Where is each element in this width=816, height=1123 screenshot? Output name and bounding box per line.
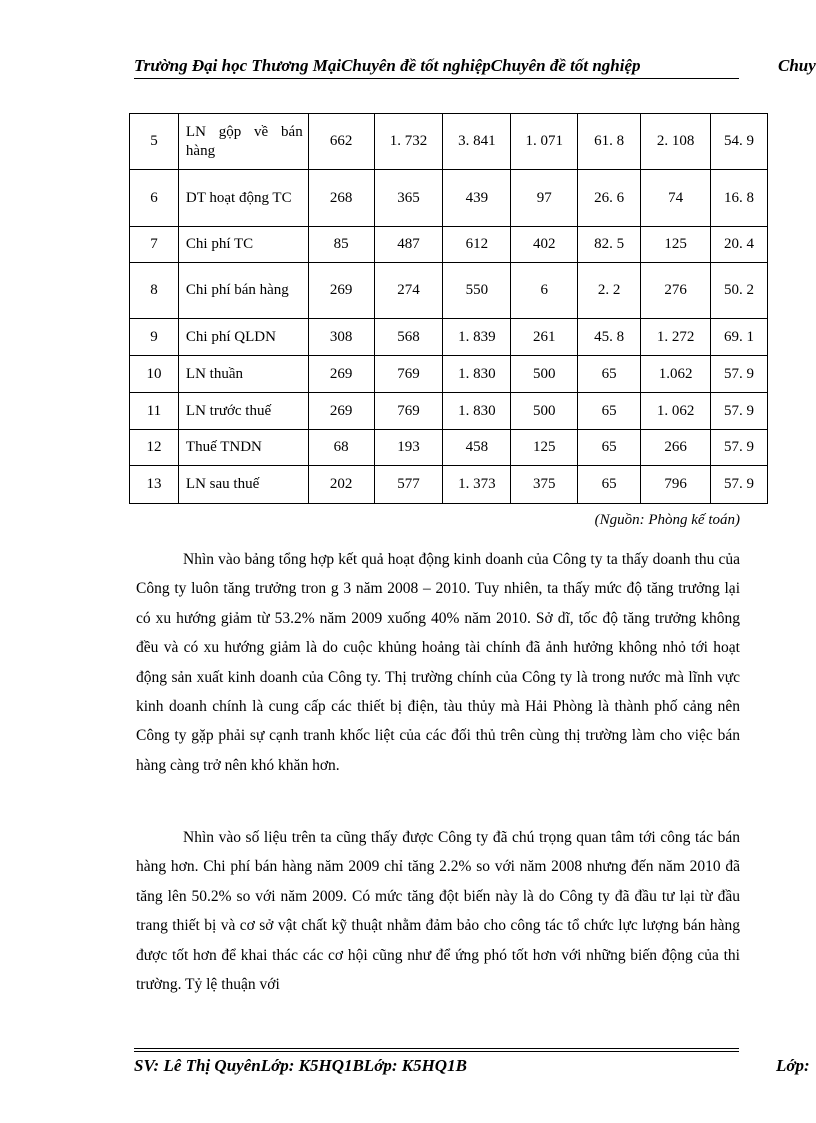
value-cell: 577: [374, 466, 443, 504]
value-cell: 1. 830: [443, 393, 511, 430]
table-row: [130, 227, 768, 263]
row-index-cell: 12: [130, 430, 179, 466]
value-cell: 193: [374, 430, 443, 466]
value-cell: 82. 5: [578, 227, 641, 263]
value-cell: 74: [641, 170, 711, 227]
value-cell: 125: [511, 430, 578, 466]
page-header: [134, 54, 816, 80]
paragraph-2: Nhìn vào số liệu trên ta cũng thấy được Công ty đã chú trọng quan tâm tới công tác bán hàng hơn. Chi phí bán hàng năm 2009 chỉ tăng 2.2% so với năm 2008 nhưng đến năm 2010 đã tăng lên 50.2% so với năm 2009. Có mức tăng đột biến này là do Công ty đã đầu tư lại từ đầu trang thiết bị và cơ sở vật chất kỹ thuật nhằm đảm bảo cho công tác tổ chức lực lượng bán hàng được tốt hơn để khai thác các cơ hội cũng như để ứng phó tốt hơn với những biến động của thi trường. Tỷ lệ thuận với: [136, 829, 740, 994]
value-cell: 550: [443, 263, 511, 319]
value-cell: 276: [641, 263, 711, 319]
value-cell: 65: [578, 466, 641, 504]
value-cell: 50. 2: [711, 263, 768, 319]
value-cell: 500: [511, 356, 578, 393]
row-index-cell: 11: [130, 393, 179, 430]
indicator-name-cell: LN sau thuế: [178, 466, 308, 504]
table-row: [130, 170, 768, 227]
header-title: Trường Đại học Thương MạiChuyên đề tốt nghiệpChuyên đề tốt nghiệp: [134, 56, 641, 75]
results-table: [129, 113, 768, 504]
value-cell: 1.062: [641, 356, 711, 393]
value-cell: 274: [374, 263, 443, 319]
footer-rule: [134, 1048, 739, 1049]
value-cell: 769: [374, 393, 443, 430]
row-index-cell: 6: [130, 170, 179, 227]
value-cell: 65: [578, 356, 641, 393]
results-table-body: [130, 114, 768, 504]
indicator-name-cell: LN trước thuế: [178, 393, 308, 430]
page-footer: [134, 1054, 816, 1078]
value-cell: 26. 6: [578, 170, 641, 227]
footer-student-class: SV: Lê Thị QuyênLớp: K5HQ1BLớp: K5HQ1B: [134, 1056, 467, 1075]
value-cell: 261: [511, 319, 578, 356]
value-cell: 20. 4: [711, 227, 768, 263]
value-cell: 1. 830: [443, 356, 511, 393]
table-row: [130, 393, 768, 430]
footer-rule-double: [134, 1051, 739, 1052]
value-cell: 65: [578, 393, 641, 430]
value-cell: 57. 9: [711, 356, 768, 393]
indicator-name-cell: DT hoạt động TC: [178, 170, 308, 227]
value-cell: 568: [374, 319, 443, 356]
value-cell: 16. 8: [711, 170, 768, 227]
value-cell: 2. 2: [578, 263, 641, 319]
value-cell: 1. 839: [443, 319, 511, 356]
table-row: [130, 319, 768, 356]
value-cell: 2. 108: [641, 114, 711, 170]
value-cell: 375: [511, 466, 578, 504]
value-cell: 125: [641, 227, 711, 263]
value-cell: 57. 9: [711, 393, 768, 430]
indicator-name-cell: LN thuần: [178, 356, 308, 393]
value-cell: 1. 062: [641, 393, 711, 430]
value-cell: 266: [641, 430, 711, 466]
indicator-name-cell: Chi phí QLDN: [178, 319, 308, 356]
value-cell: 796: [641, 466, 711, 504]
table-row: [130, 114, 768, 170]
value-cell: 487: [374, 227, 443, 263]
value-cell: 202: [308, 466, 374, 504]
value-cell: 57. 9: [711, 466, 768, 504]
value-cell: 458: [443, 430, 511, 466]
paragraph-1: Nhìn vào bảng tổng hợp kết quả hoạt động kinh doanh của Công ty ta thấy doanh thu của Công ty luôn tăng trưởng tron g 3 năm 2008 – 2010. Tuy nhiên, ta thấy mức độ tăng trưởng lại có xu hướng giảm từ 53.2% năm 2009 xuống 40% năm 2010. Sở dĩ, tốc độ tăng trưởng không đều và có xu hướng giảm là do cuộc khủng hoảng tài chính đã ảnh hưởng không nhỏ tới hoạt động sản xuất kinh doanh của Công ty. Thị trường chính của Công ty là trong nước mà lĩnh vực kinh doanh chính là cung cấp các thiết bị điện, tàu thủy mà Hải Phòng là thành phố cảng nên Công ty gặp phải sự cạnh tranh khốc liệt của các đối thủ trên cùng thị trường làm cho việc bán hàng càng trở nên khó khăn hơn.: [136, 551, 740, 774]
value-cell: 269: [308, 263, 374, 319]
value-cell: 3. 841: [443, 114, 511, 170]
value-cell: 45. 8: [578, 319, 641, 356]
table-row: [130, 466, 768, 504]
table-row: [130, 263, 768, 319]
value-cell: 57. 9: [711, 430, 768, 466]
value-cell: 1. 732: [374, 114, 443, 170]
indicator-name-cell: Thuế TNDN: [178, 430, 308, 466]
value-cell: 65: [578, 430, 641, 466]
row-index-cell: 9: [130, 319, 179, 356]
value-cell: 1. 373: [443, 466, 511, 504]
indicator-name-cell: Chi phí TC: [178, 227, 308, 263]
value-cell: 1. 272: [641, 319, 711, 356]
value-cell: 308: [308, 319, 374, 356]
value-cell: 269: [308, 393, 374, 430]
row-index-cell: 13: [130, 466, 179, 504]
table-row: [130, 356, 768, 393]
value-cell: 85: [308, 227, 374, 263]
value-cell: 269: [308, 356, 374, 393]
row-index-cell: 10: [130, 356, 179, 393]
header-overflow-text: Chuy: [778, 56, 816, 75]
value-cell: 1. 071: [511, 114, 578, 170]
value-cell: 402: [511, 227, 578, 263]
value-cell: 500: [511, 393, 578, 430]
value-cell: 54. 9: [711, 114, 768, 170]
value-cell: 439: [443, 170, 511, 227]
header-rule: [134, 78, 739, 79]
value-cell: 69. 1: [711, 319, 768, 356]
row-index-cell: 7: [130, 227, 179, 263]
source-note: (Nguồn: Phòng kế toán): [594, 512, 740, 528]
footer-overflow-text: Lớp:: [776, 1056, 810, 1075]
value-cell: 769: [374, 356, 443, 393]
value-cell: 61. 8: [578, 114, 641, 170]
value-cell: 68: [308, 430, 374, 466]
table-row: [130, 430, 768, 466]
value-cell: 97: [511, 170, 578, 227]
value-cell: 612: [443, 227, 511, 263]
indicator-name-cell: LN gộp về bán hàng: [178, 114, 308, 170]
value-cell: 268: [308, 170, 374, 227]
row-index-cell: 8: [130, 263, 179, 319]
value-cell: 6: [511, 263, 578, 319]
value-cell: 662: [308, 114, 374, 170]
indicator-name-cell: Chi phí bán hàng: [178, 263, 308, 319]
row-index-cell: 5: [130, 114, 179, 170]
value-cell: 365: [374, 170, 443, 227]
